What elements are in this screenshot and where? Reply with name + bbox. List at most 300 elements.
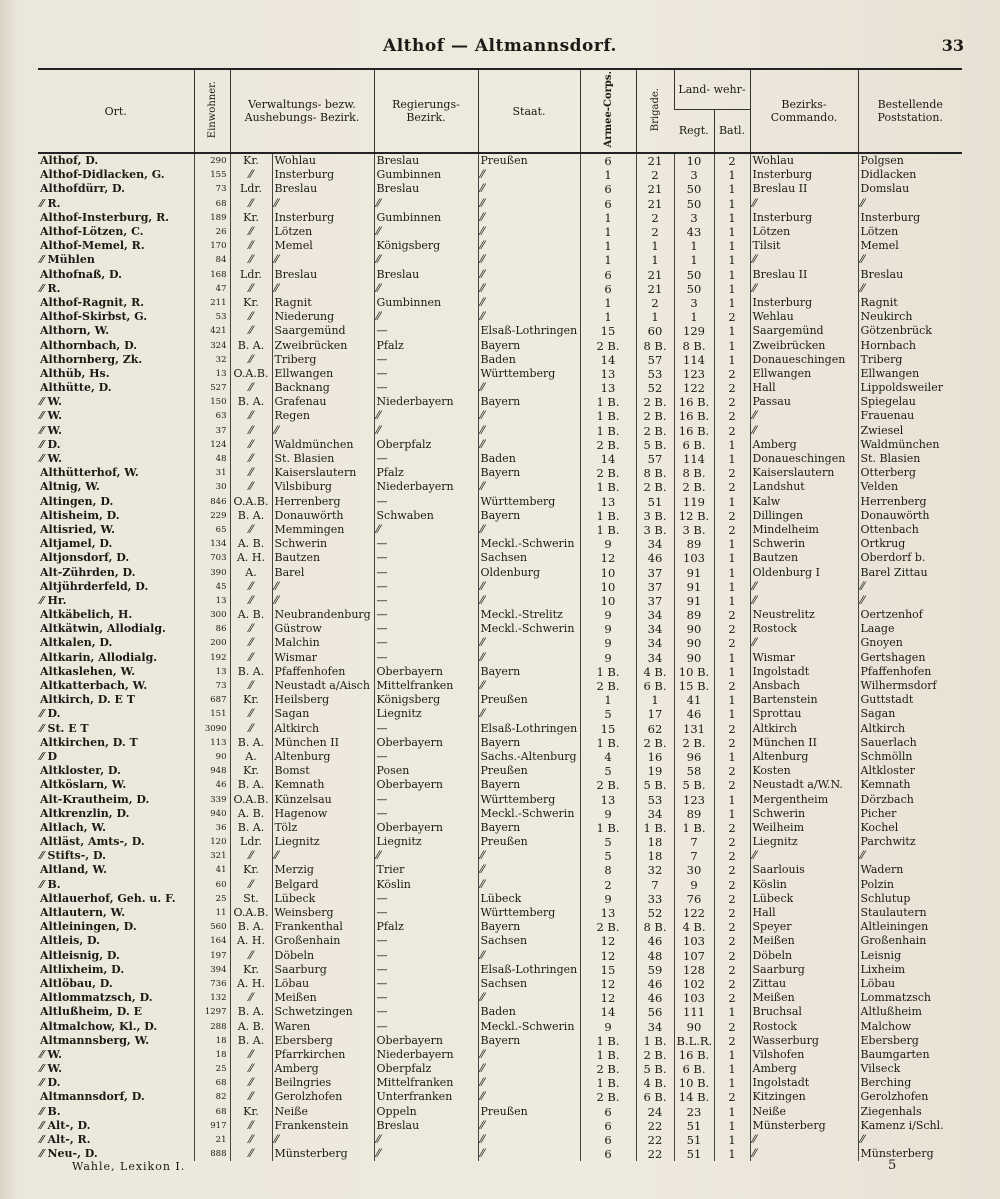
ort-cell: Altlach, W. (40, 820, 106, 834)
verwaltung-cell: Breslau (272, 182, 374, 196)
armeecorps-cell: 6 (580, 1105, 636, 1119)
poststation-cell: Schlutup (858, 892, 962, 906)
regt-cell: 3 (674, 296, 714, 310)
regierung-cell: — (374, 537, 478, 551)
poststation-cell: Picher (858, 807, 962, 821)
table-row (38, 977, 962, 991)
ort-cell: Altkirch, D. E T (40, 693, 135, 707)
table-row (38, 395, 962, 409)
ort-cell: Althofdürr, D. (40, 182, 125, 196)
einwohner-cell: 170 (194, 239, 230, 253)
regt-cell: 16 B. (674, 395, 714, 409)
regt-cell: 6 B. (674, 1062, 714, 1076)
armeecorps-cell: 13 (580, 906, 636, 920)
batl-cell: 2 (714, 722, 750, 736)
verwaltung-cell: ⁄⁄ (272, 282, 374, 296)
table-row (38, 239, 962, 253)
col-regierung: Regierungs- Bezirk. (374, 69, 478, 153)
col-einwohner: Einwohner. (194, 69, 230, 153)
regt-cell: 10 B. (674, 665, 714, 679)
table-row (38, 863, 962, 877)
regierung-cell: ⁄⁄ (374, 197, 478, 211)
bezirkscommando-cell: Kosten (750, 764, 858, 778)
poststation-cell: Wilhermsdorf (858, 679, 962, 693)
verwaltung-abbrev-cell: Kr. (230, 153, 272, 168)
table-row (38, 537, 962, 551)
brigade-cell: 53 (636, 367, 674, 381)
table-row (38, 1048, 962, 1062)
einwohner-cell: 132 (194, 991, 230, 1005)
einwohner-cell: 11 (194, 906, 230, 920)
regt-cell: 114 (674, 353, 714, 367)
einwohner-cell: 339 (194, 792, 230, 806)
einwohner-cell: 124 (194, 438, 230, 452)
einwohner-cell: 948 (194, 764, 230, 778)
poststation-cell: Barel Zittau (858, 565, 962, 579)
col-landwehr: Land- wehr- (674, 69, 750, 109)
table-row (38, 594, 962, 608)
table-row (38, 1019, 962, 1033)
bezirkscommando-cell: Döbeln (750, 949, 858, 963)
armeecorps-cell: 2 B. (580, 338, 636, 352)
brigade-cell: 16 (636, 750, 674, 764)
armeecorps-cell: 1 B. (580, 1034, 636, 1048)
regierung-cell: Gumbinnen (374, 168, 478, 182)
bezirkscommando-cell: Donaueschingen (750, 452, 858, 466)
brigade-cell: 51 (636, 495, 674, 509)
batl-cell: 1 (714, 750, 750, 764)
poststation-cell: Insterburg (858, 211, 962, 225)
verwaltung-abbrev-cell: ⁄⁄ (230, 225, 272, 239)
staat-cell: Meckl.-Schwerin (478, 1019, 580, 1033)
poststation-cell: Altkirch (858, 722, 962, 736)
ort-cell: Altleisnig, D. (40, 948, 120, 962)
table-row (38, 197, 962, 211)
einwohner-cell: 68 (194, 197, 230, 211)
brigade-cell: 57 (636, 353, 674, 367)
bezirkscommando-cell: Insterburg (750, 168, 858, 182)
regierung-cell: Unterfranken (374, 1090, 478, 1104)
verwaltung-abbrev-cell: B. A. (230, 338, 272, 352)
verwaltung-abbrev-cell: A. B. (230, 537, 272, 551)
staat-cell: ⁄⁄ (478, 949, 580, 963)
poststation-cell: St. Blasien (858, 452, 962, 466)
regt-cell: 8 B. (674, 466, 714, 480)
staat-cell: ⁄⁄ (478, 636, 580, 650)
table-row (38, 211, 962, 225)
batl-cell: 2 (714, 153, 750, 168)
brigade-cell: 46 (636, 991, 674, 1005)
regierung-cell: — (374, 495, 478, 509)
verwaltung-cell: Herrenberg (272, 495, 374, 509)
batl-cell: 2 (714, 466, 750, 480)
batl-cell: 2 (714, 949, 750, 963)
ort-cell: Althof-Memel, R. (40, 239, 145, 253)
brigade-cell: 3 B. (636, 509, 674, 523)
staat-cell: Bayern (478, 778, 580, 792)
poststation-cell: Gertshagen (858, 651, 962, 665)
regt-cell: 10 (674, 153, 714, 168)
poststation-cell: ⁄⁄ (858, 580, 962, 594)
bezirkscommando-cell: Ansbach (750, 679, 858, 693)
ort-cell: Althof, D. (40, 154, 99, 168)
armeecorps-cell: 15 (580, 324, 636, 338)
verwaltung-abbrev-cell: ⁄⁄ (230, 1076, 272, 1090)
batl-cell: 2 (714, 821, 750, 835)
brigade-cell: 4 B. (636, 1076, 674, 1090)
regt-cell: 7 (674, 835, 714, 849)
verwaltung-cell: Belgard (272, 878, 374, 892)
batl-cell: 2 (714, 934, 750, 948)
verwaltung-abbrev-cell: ⁄⁄ (230, 849, 272, 863)
verwaltung-cell: Heilsberg (272, 693, 374, 707)
regt-cell: 90 (674, 1019, 714, 1033)
ort-cell: Althofnaß, D. (40, 267, 122, 281)
regierung-cell: Breslau (374, 268, 478, 282)
poststation-cell: Ebersberg (858, 1034, 962, 1048)
verwaltung-abbrev-cell: ⁄⁄ (230, 679, 272, 693)
batl-cell: 2 (714, 1034, 750, 1048)
verwaltung-cell: ⁄⁄ (272, 424, 374, 438)
brigade-cell: 62 (636, 722, 674, 736)
regierung-cell: Oberbayern (374, 1034, 478, 1048)
brigade-cell: 1 (636, 693, 674, 707)
brigade-cell: 2 B. (636, 395, 674, 409)
ort-cell: ⁄⁄ Neu-, D. (40, 1147, 98, 1161)
table-row (38, 268, 962, 282)
ort-cell: ⁄⁄ D. (40, 1076, 61, 1090)
bezirkscommando-cell: Wehlau (750, 310, 858, 324)
staat-cell: ⁄⁄ (478, 282, 580, 296)
staat-cell: Elsaß-Lothringen (478, 963, 580, 977)
staat-cell: ⁄⁄ (478, 1048, 580, 1062)
regierung-cell: ⁄⁄ (374, 523, 478, 537)
bezirkscommando-cell: ⁄⁄ (750, 636, 858, 650)
verwaltung-cell: Ebersberg (272, 1034, 374, 1048)
ort-cell: Altkäbelich, H. (40, 608, 133, 622)
einwohner-cell: 164 (194, 934, 230, 948)
poststation-cell: Laage (858, 622, 962, 636)
einwohner-cell: 82 (194, 1090, 230, 1104)
regierung-cell: — (374, 551, 478, 565)
regierung-cell: Posen (374, 764, 478, 778)
armeecorps-cell: 2 (580, 878, 636, 892)
armeecorps-cell: 13 (580, 792, 636, 806)
brigade-cell: 21 (636, 197, 674, 211)
poststation-cell: Polgsen (858, 153, 962, 168)
armeecorps-cell: 2 B. (580, 778, 636, 792)
verwaltung-cell: Wismar (272, 651, 374, 665)
armeecorps-cell: 6 (580, 1147, 636, 1161)
col-armeecorps: Armee-Corps. (580, 69, 636, 153)
verwaltung-abbrev-cell: A. H. (230, 934, 272, 948)
batl-cell: 2 (714, 310, 750, 324)
batl-cell: 1 (714, 438, 750, 452)
staat-cell: Bayern (478, 338, 580, 352)
verwaltung-abbrev-cell: ⁄⁄ (230, 622, 272, 636)
regierung-cell: ⁄⁄ (374, 282, 478, 296)
staat-cell: ⁄⁄ (478, 1062, 580, 1076)
armeecorps-cell: 2 B. (580, 466, 636, 480)
regt-cell: 51 (674, 1147, 714, 1161)
table-row (38, 1133, 962, 1147)
batl-cell: 1 (714, 197, 750, 211)
einwohner-cell: 65 (194, 523, 230, 537)
armeecorps-cell: 2 B. (580, 1090, 636, 1104)
armeecorps-cell: 2 B. (580, 920, 636, 934)
ort-cell: Altleiningen, D. (40, 920, 137, 934)
ort-cell: Altkätwin, Allodialg. (40, 622, 166, 636)
table-row (38, 835, 962, 849)
brigade-cell: 2 (636, 168, 674, 182)
regierung-cell: Oberpfalz (374, 1062, 478, 1076)
regierung-cell: ⁄⁄ (374, 409, 478, 423)
poststation-cell: Domslau (858, 182, 962, 196)
poststation-cell: Neukirch (858, 310, 962, 324)
verwaltung-abbrev-cell: ⁄⁄ (230, 282, 272, 296)
verwaltung-cell: Löbau (272, 977, 374, 991)
col-staat: Staat. (478, 69, 580, 153)
armeecorps-cell: 6 (580, 182, 636, 196)
regierung-cell: Köslin (374, 878, 478, 892)
poststation-cell: Didlacken (858, 168, 962, 182)
verwaltung-abbrev-cell: A. B. (230, 608, 272, 622)
verwaltung-cell: Ragnit (272, 296, 374, 310)
regierung-cell: — (374, 906, 478, 920)
bezirkscommando-cell: Altkirch (750, 722, 858, 736)
table-row (38, 338, 962, 352)
verwaltung-abbrev-cell: ⁄⁄ (230, 580, 272, 594)
ort-cell: ⁄⁄ St. E T (40, 721, 89, 735)
poststation-cell: Vilseck (858, 1062, 962, 1076)
armeecorps-cell: 4 (580, 750, 636, 764)
regierung-cell: Breslau (374, 182, 478, 196)
regt-cell: 3 (674, 168, 714, 182)
table-row (38, 963, 962, 977)
verwaltung-cell: Schwetzingen (272, 1005, 374, 1019)
batl-cell: 1 (714, 1076, 750, 1090)
poststation-cell: Memel (858, 239, 962, 253)
bezirkscommando-cell: Lötzen (750, 225, 858, 239)
bezirkscommando-cell: Landshut (750, 480, 858, 494)
staat-cell: ⁄⁄ (478, 211, 580, 225)
ort-cell: ⁄⁄ W. (40, 452, 62, 466)
footer-signature: 5 (888, 1158, 897, 1173)
staat-cell: ⁄⁄ (478, 182, 580, 196)
staat-cell: ⁄⁄ (478, 197, 580, 211)
bezirkscommando-cell: Weilheim (750, 821, 858, 835)
ort-cell: ⁄⁄ W. (40, 1062, 62, 1076)
staat-cell: Meckl.-Schwerin (478, 537, 580, 551)
verwaltung-abbrev-cell: ⁄⁄ (230, 197, 272, 211)
regt-cell: 76 (674, 892, 714, 906)
poststation-cell: Ellwangen (858, 367, 962, 381)
bezirkscommando-cell: Meißen (750, 991, 858, 1005)
regierung-cell: Niederbayern (374, 480, 478, 494)
verwaltung-cell: Vilsbiburg (272, 480, 374, 494)
regt-cell: 103 (674, 551, 714, 565)
regierung-cell: Pfalz (374, 920, 478, 934)
table-row (38, 1034, 962, 1048)
brigade-cell: 22 (636, 1147, 674, 1161)
einwohner-cell: 390 (194, 565, 230, 579)
batl-cell: 1 (714, 253, 750, 267)
verwaltung-cell: Niederung (272, 310, 374, 324)
regierung-cell: Liegnitz (374, 707, 478, 721)
brigade-cell: 46 (636, 977, 674, 991)
einwohner-cell: 53 (194, 310, 230, 324)
table-row (38, 580, 962, 594)
einwohner-cell: 687 (194, 693, 230, 707)
staat-cell: Bayern (478, 395, 580, 409)
table-row (38, 480, 962, 494)
staat-cell: Preußen (478, 764, 580, 778)
verwaltung-cell: Liegnitz (272, 835, 374, 849)
verwaltung-abbrev-cell: ⁄⁄ (230, 1062, 272, 1076)
ort-cell: Altnig, W. (40, 480, 100, 494)
regierung-cell: — (374, 353, 478, 367)
batl-cell: 1 (714, 1147, 750, 1161)
poststation-cell: Wadern (858, 863, 962, 877)
batl-cell: 1 (714, 1105, 750, 1119)
einwohner-cell: 26 (194, 225, 230, 239)
einwohner-cell: 134 (194, 537, 230, 551)
batl-cell: 2 (714, 920, 750, 934)
ort-cell: Althüb, Hs. (40, 366, 110, 380)
staat-cell: Bayern (478, 509, 580, 523)
batl-cell: 2 (714, 736, 750, 750)
verwaltung-cell: ⁄⁄ (272, 849, 374, 863)
verwaltung-abbrev-cell: A. (230, 565, 272, 579)
verwaltung-abbrev-cell: Kr. (230, 1105, 272, 1119)
bezirkscommando-cell: Hall (750, 381, 858, 395)
regt-cell: 50 (674, 268, 714, 282)
einwohner-cell: 41 (194, 863, 230, 877)
ort-cell: Althof-Insterburg, R. (40, 210, 170, 224)
armeecorps-cell: 5 (580, 707, 636, 721)
armeecorps-cell: 1 (580, 168, 636, 182)
einwohner-cell: 13 (194, 665, 230, 679)
brigade-cell: 4 B. (636, 665, 674, 679)
bezirkscommando-cell: Donaueschingen (750, 353, 858, 367)
regt-cell: 7 (674, 849, 714, 863)
table-row (38, 1062, 962, 1076)
table-row (38, 168, 962, 182)
verwaltung-cell: Insterburg (272, 168, 374, 182)
bezirkscommando-cell: Schwerin (750, 537, 858, 551)
regt-cell: 103 (674, 934, 714, 948)
brigade-cell: 21 (636, 268, 674, 282)
bezirkscommando-cell: Speyer (750, 920, 858, 934)
ort-cell: ⁄⁄ Alt-, D. (40, 1118, 91, 1132)
regt-cell: 122 (674, 381, 714, 395)
einwohner-cell: 846 (194, 495, 230, 509)
regt-cell: 89 (674, 807, 714, 821)
einwohner-cell: 45 (194, 580, 230, 594)
einwohner-cell: 192 (194, 651, 230, 665)
regierung-cell: Oberbayern (374, 821, 478, 835)
regierung-cell: Breslau (374, 153, 478, 168)
regierung-cell: ⁄⁄ (374, 253, 478, 267)
einwohner-cell: 86 (194, 622, 230, 636)
armeecorps-cell: 1 B. (580, 523, 636, 537)
ort-cell: Altkaslehen, W. (40, 664, 136, 678)
regt-cell: 89 (674, 537, 714, 551)
regt-cell: 50 (674, 282, 714, 296)
table-row (38, 608, 962, 622)
bezirkscommando-cell: ⁄⁄ (750, 409, 858, 423)
poststation-cell: Oberdorf b. (858, 551, 962, 565)
bezirkscommando-cell: ⁄⁄ (750, 1133, 858, 1147)
batl-cell: 1 (714, 296, 750, 310)
bezirkscommando-cell: ⁄⁄ (750, 253, 858, 267)
poststation-cell: Kemnath (858, 778, 962, 792)
bezirkscommando-cell: Saarlouis (750, 863, 858, 877)
verwaltung-abbrev-cell: B. A. (230, 778, 272, 792)
regierung-cell: ⁄⁄ (374, 310, 478, 324)
ort-cell: ⁄⁄ W. (40, 395, 62, 409)
staat-cell: Sachs.-Altenburg (478, 750, 580, 764)
table-row (38, 367, 962, 381)
verwaltung-cell: Regen (272, 409, 374, 423)
staat-cell: ⁄⁄ (478, 594, 580, 608)
einwohner-cell: 197 (194, 949, 230, 963)
bezirkscommando-cell: Köslin (750, 878, 858, 892)
einwohner-cell: 18 (194, 1048, 230, 1062)
poststation-cell: Oertzenhof (858, 608, 962, 622)
verwaltung-cell: ⁄⁄ (272, 253, 374, 267)
verwaltung-cell: Zweibrücken (272, 338, 374, 352)
staat-cell: ⁄⁄ (478, 296, 580, 310)
regierung-cell: Liegnitz (374, 835, 478, 849)
verwaltung-cell: Lübeck (272, 892, 374, 906)
bezirkscommando-cell: Meißen (750, 934, 858, 948)
ort-cell: Altläst, Amts-, D. (40, 835, 145, 849)
brigade-cell: 52 (636, 906, 674, 920)
table-row (38, 764, 962, 778)
bezirkscommando-cell: Münsterberg (750, 1119, 858, 1133)
staat-cell: Lübeck (478, 892, 580, 906)
bezirkscommando-cell: Zweibrücken (750, 338, 858, 352)
regt-cell: 12 B. (674, 509, 714, 523)
armeecorps-cell: 1 B. (580, 424, 636, 438)
brigade-cell: 8 B. (636, 466, 674, 480)
verwaltung-cell: Donauwörth (272, 509, 374, 523)
batl-cell: 1 (714, 693, 750, 707)
poststation-cell: Sagan (858, 707, 962, 721)
poststation-cell: Berching (858, 1076, 962, 1090)
verwaltung-abbrev-cell: St. (230, 892, 272, 906)
ort-cell: Altmalchow, Kl., D. (40, 1019, 158, 1033)
armeecorps-cell: 13 (580, 367, 636, 381)
brigade-cell: 53 (636, 792, 674, 806)
verwaltung-abbrev-cell: ⁄⁄ (230, 168, 272, 182)
verwaltung-abbrev-cell: O.A.B. (230, 495, 272, 509)
verwaltung-abbrev-cell: ⁄⁄ (230, 636, 272, 650)
batl-cell: 2 (714, 636, 750, 650)
regierung-cell: ⁄⁄ (374, 424, 478, 438)
regt-cell: 16 B. (674, 1048, 714, 1062)
armeecorps-cell: 6 (580, 1119, 636, 1133)
einwohner-cell: 290 (194, 153, 230, 168)
regt-cell: 119 (674, 495, 714, 509)
armeecorps-cell: 1 (580, 211, 636, 225)
armeecorps-cell: 6 (580, 197, 636, 211)
einwohner-cell: 13 (194, 367, 230, 381)
regt-cell: 114 (674, 452, 714, 466)
armeecorps-cell: 9 (580, 537, 636, 551)
regierung-cell: — (374, 991, 478, 1005)
